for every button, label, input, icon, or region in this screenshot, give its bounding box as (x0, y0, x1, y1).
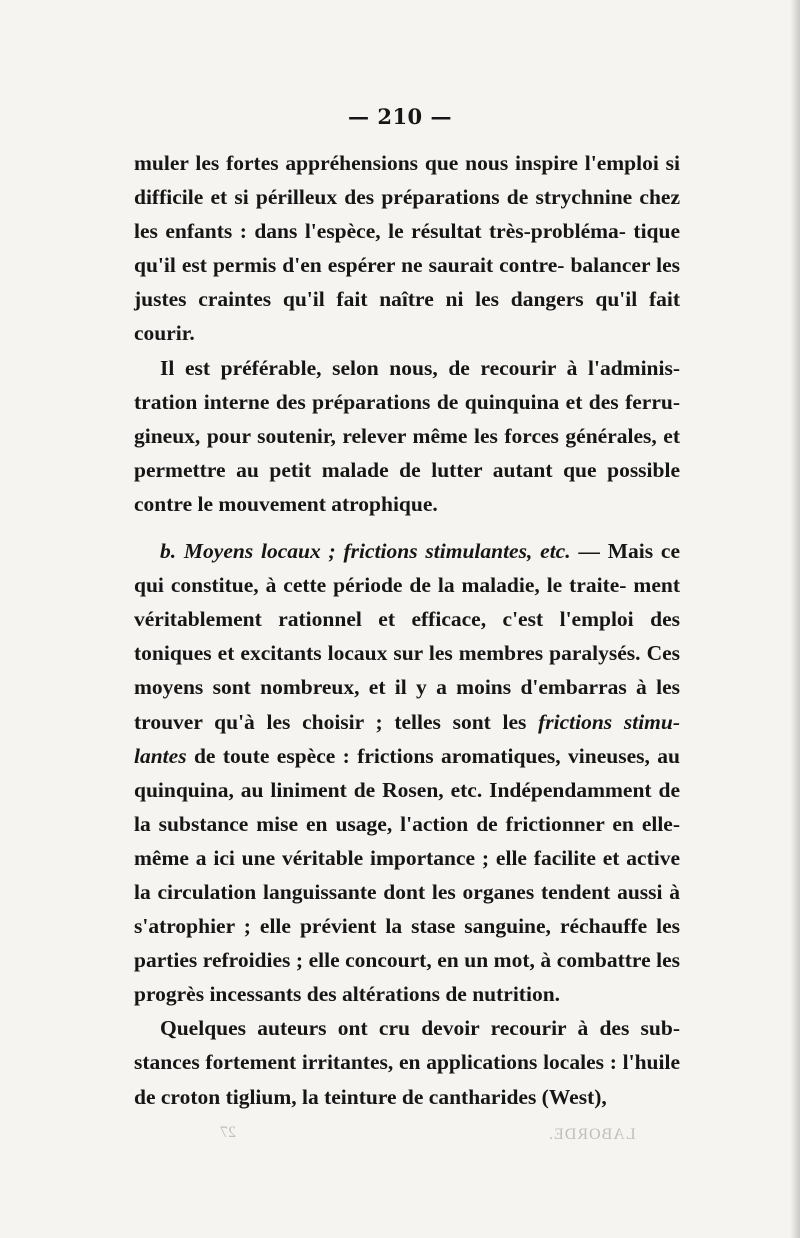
text-line: à combattre les progrès incessants des altérations de (134, 948, 681, 1007)
text-line: de toute espèce : frictions aromatiques, vineuses, (186, 743, 650, 768)
text-line: réchauffe les parties refroidies ; elle concourt, en un mot, (134, 914, 680, 973)
paragraph-internal-treatment (134, 351, 680, 521)
emphasis-lantes: lantes (134, 743, 187, 768)
text-line: toniques et excitants locaux sur les membres paralysés. (134, 641, 641, 666)
text-line: au quinquina, au liniment de Rosen, etc. Indépendamment (134, 743, 680, 802)
text-line: Quelques auteurs ont cru devoir recourir à des sub- (160, 1016, 680, 1041)
text-line: les trouver qu'à les choisir ; telles sont les (134, 675, 681, 734)
paragraph-irritants (134, 1011, 680, 1113)
emphasis-frictions: frictions stimu- (538, 709, 681, 734)
paragraph-continued (134, 146, 680, 351)
text-line: balancer les justes craintes qu'il fait naître ni les dangers (134, 253, 681, 312)
section-title: b. Moyens locaux ; frictions stimulantes, etc. (160, 539, 571, 564)
text-line: Il est préférable, selon nous, de recourir à l'adminis- (160, 355, 680, 380)
text-line: muler les fortes appréhensions que nous inspire l'emploi (134, 151, 659, 175)
text-line: Ces moyens sont nombreux, et il y a moins d'embarras à (134, 641, 681, 700)
text-line: tique qu'il est permis d'en espérer ne saurait contre- (134, 219, 680, 278)
text-line: ce qui constitue, à cette période de la maladie, le traite- (134, 539, 681, 598)
text-line: ment véritablement rationnel et efficace, c'est l'emploi des (134, 573, 680, 632)
text-line: l'huile de croton tiglium, la teinture de cantharides (West), (134, 1050, 680, 1109)
text-line: tration interne des préparations de quinquina et des ferru- (134, 389, 680, 414)
text-line: active la circulation languissante dont les organes tendent (134, 845, 680, 904)
text-line: aussi à s'atrophier ; elle prévient la stase sanguine, (134, 879, 681, 939)
text-line: nutrition. (472, 982, 561, 1007)
text-line: qu'il fait courir. (134, 287, 681, 346)
page-number: — 210 — (348, 104, 452, 129)
text-line: contre le mouvement atrophique. (134, 491, 438, 516)
bleed-through-signature: LABORDE. (548, 1126, 636, 1143)
text-line: — Mais (570, 539, 654, 564)
text-line: gineux, pour soutenir, relever même les forces générales, (134, 423, 657, 448)
text-line: elle-même a ici une véritable importance ; elle facilite et (134, 811, 681, 870)
text-line: chez les enfants : dans l'espèce, le résultat très-probléma- (134, 185, 681, 244)
page-edge-shadow (790, 0, 800, 1238)
text-line: si difficile et si périlleux des préparations de strychnine (134, 151, 680, 210)
bleed-through-number: 27 (220, 1124, 236, 1141)
text-line: de la substance mise en usage, l'action de frictionner en (134, 777, 681, 836)
text-line: et permettre au petit malade de lutter autant que possible (134, 423, 680, 482)
text-line: stances fortement irritantes, en applications locales : (134, 1050, 617, 1075)
paragraph-local-means (134, 534, 680, 1011)
page-body (134, 146, 680, 1114)
